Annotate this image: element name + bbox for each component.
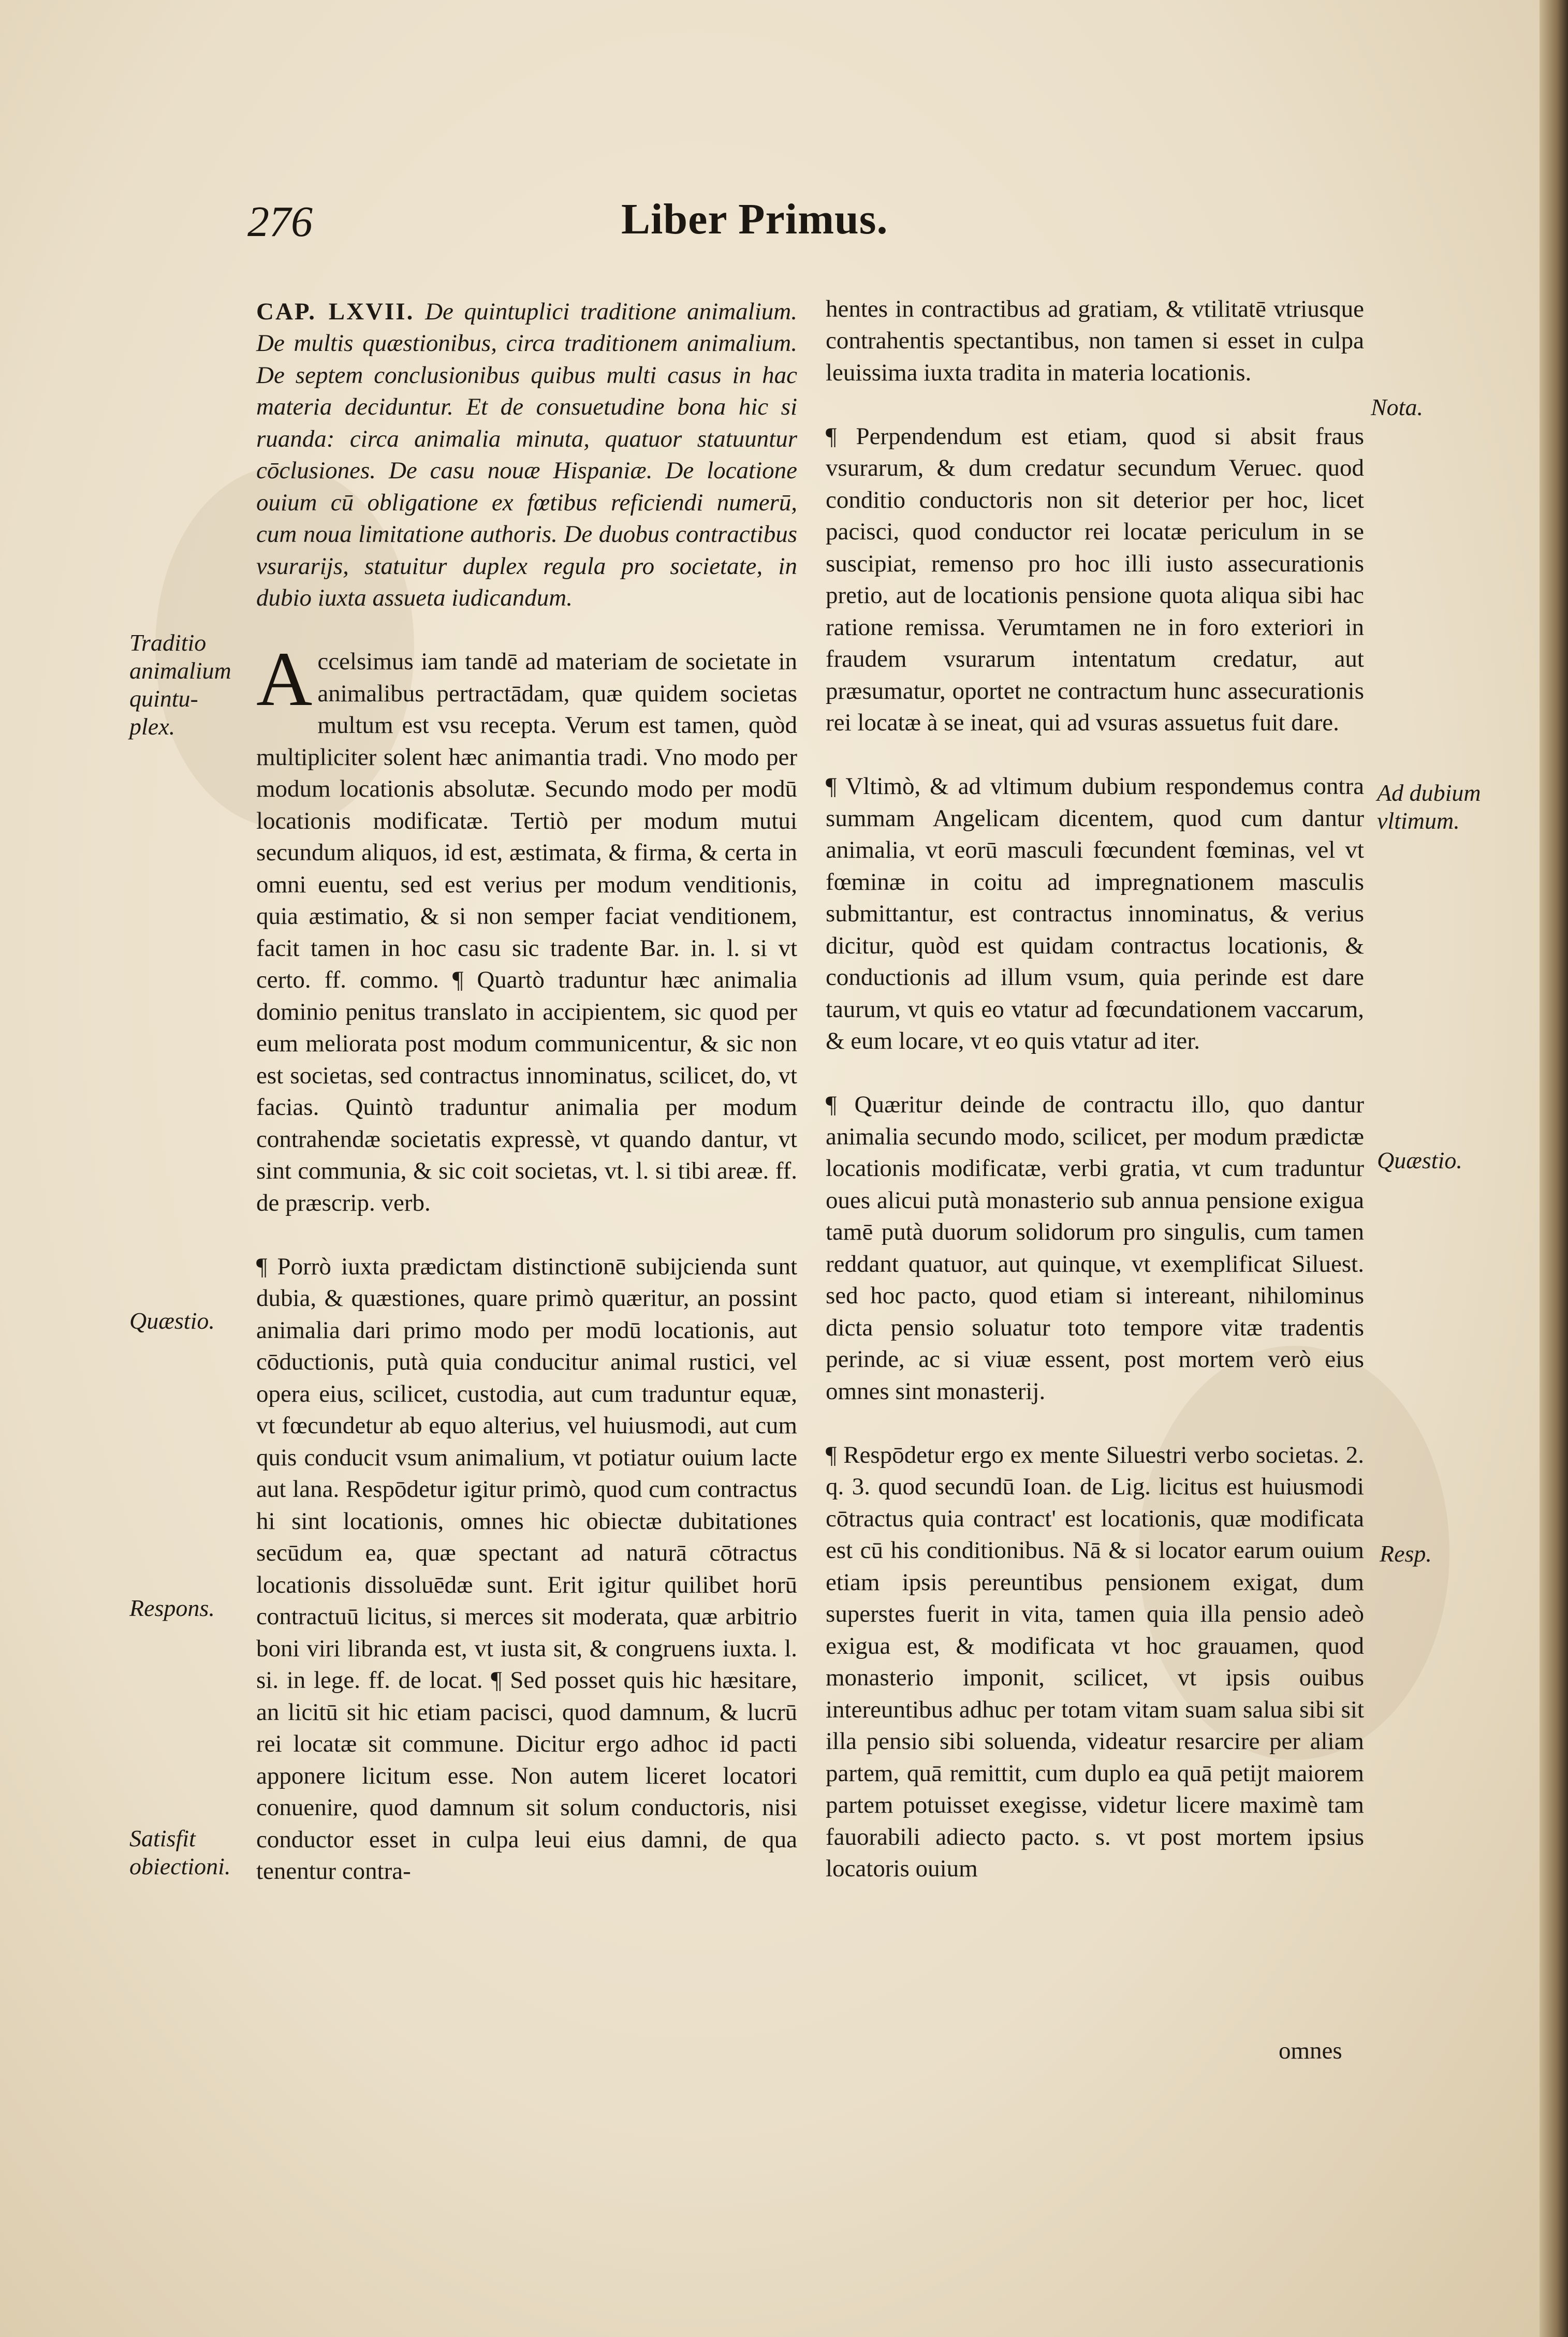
paragraph-text: ccelsimus iam tandē ad materiam de societate in animalibus pertractādam, quæ quidem societas multum est vsu recepta. Verum est tamen, quòd multipliciter solent hæc animantia tradi. Vno modo per modum locationis absolutæ. Secundo modo per modū locationis modificatæ. Tertiò per modum mutui secundum aliquos, id est, æstimata, & firma, & certa in omni euentu, sed est verius per modum venditionis, quia æstimatio, & si non semper faciat venditionem, facit tamen in hoc casu sic tradente Bar. in. l. si vt certo. ff. commo. ¶ Quartò traduntur hæc animalia dominio penitus translato in accipientem, sic quod per eum meliorata post modum communicentur, & sic non est societas, sed contractus innominatus, scilicet, do, vt facias. Quintò traduntur animalia per modum contrahendæ societatis expressè, vt quando dantur, vt sint communia, & sic coit societas, vt. l. si tibi areæ. ff. de præscrip. verb. xyxy=(256,648,797,1216)
drop-cap: A xyxy=(256,636,313,722)
margin-note-respons: Respons. xyxy=(129,1595,215,1621)
margin-note-nota: Nota. xyxy=(1371,394,1423,420)
margin-note-ad-dubium: Ad dubium vltimum. xyxy=(1377,780,1481,834)
margin-note-resp: Resp. xyxy=(1380,1540,1432,1567)
chapter-heading xyxy=(256,296,797,614)
margin-note-traditio: Traditio animalium quintu- plex. xyxy=(129,629,231,740)
catchword: omnes xyxy=(1279,2037,1342,2064)
paragraph: ¶ Quæritur deinde de contractu illo, quo dantur animalia secundo modo, scilicet, per modum prædictæ locationis modificatæ, verbi gratia, vt cum traduntur oues alicui putà monasterio sub annua pensione exigua tamē putà duorum solidorum pro singulis, cum tamen reddant quatuor, aut quinque, vt exemplificat Siluest. sed hoc pacto, quod etiam si intereant, nihilominus dicta pensio soluatur toto tempore vitæ tradentis perinde, ac si viuæ essent, post mortem verò eius omnes sint monasterij. xyxy=(826,1091,1364,1405)
paragraph: ¶ Vltimò, & ad vltimum dubium respondemus contra summam Angelicam dicentem, quod cum dantur animalia, vt eorū masculi fœcundent fœminas, vel vt fœminæ in coitu ad impregnationem masculis submittantur, est contractus innominatus, & verius dicitur, quòd est quidam contractus locationis, & conductionis ad illum vsum, quia perinde est dare taurum, vt quis eo vtatur ad fœcundationem vaccarum, & eum locare, vt eo quis vtatur ad iter. xyxy=(826,773,1364,1054)
book-spine xyxy=(1540,0,1568,2337)
running-head: Liber Primus. xyxy=(621,195,888,243)
paragraph: ¶ Porrò iuxta prædictam distinctionē subijcienda sunt dubia, & quæstiones, quare primò quæritur, an possint animalia dari primo modo per modū locationis, aut cōductionis, putà quia conducitur animal rustici, vel opera eius, scilicet, custodia, aut cum traduntur equæ, vt fœcundetur ab equo alterius, vel huiusmodi, aut cum quis conducit vsum animalium, vt potiatur ouium lacte aut lana. Respōdetur igitur primò, quod cum contractus hi sint locationis, omnes hic obiectæ dubitationes secūdum ea, quæ spectant ad naturā cōtractus locationis dissoluēdæ sunt. Erit igitur quilibet horū contractuū licitus, si merces sit moderata, quæ arbitrio boni viri libranda est, vt iusta sit, & congruens iuxta. l. si. in lege. ff. de locat. ¶ Sed posset quis hic hæsitare, an licitū sit hic etiam pacisci, quod damnum, & lucrū rei locatæ sit commune. Dicitur ergo adhoc id pacti apponere licitum esse. Non autem liceret locatori conuenire, quod damnum sit solum conductoris, nisi conductor esset in culpa leui eius damni, de qua tenentur contra- xyxy=(256,1253,797,1885)
page-number: 276 xyxy=(247,198,313,246)
paragraph: ¶ Perpendendum est etiam, quod si absit fraus vsurarum, & dum credatur secundum Veruec. quod conditio conductoris non sit deterior per hoc, licet pacisci, quod conductor rei locatæ periculum in se suscipiat, remenso pro hoc illi iusto assecurationis pretio, aut de locationis pensione quota aliqua sibi hac ratione remissa. Verumtamen ne in foro exteriori in fraudem vsurarum intentatum credatur, aut præsumatur, oportet ne contractum hunc assecurationis rei locatæ à se ineat, qui ad vsuras assuetus fuit dare. xyxy=(826,422,1364,736)
margin-note-quaestio-left: Quæstio. xyxy=(129,1307,215,1334)
margin-note-quaestio-right: Quæstio. xyxy=(1377,1147,1462,1173)
left-column xyxy=(256,264,797,1919)
right-column xyxy=(826,261,1364,1917)
margin-note-satisfit: Satisfit obiectioni. xyxy=(129,1825,231,1879)
chapter-label: CAP. LXVII. xyxy=(256,298,415,325)
chapter-summary: De quintuplici traditione animalium. De multis quæstionibus, circa traditionem animalium. De septem conclusionibus quibus multi casus in hac materia deciduntur. Et de consuetudine bona hic si ruanda: circa animalia minuta, quatuor statuuntur cōclusiones. De casu nouæ Hispaniæ. De locatione ouium cū obligatione ex fœtibus reficiendi numerū, cum noua limitatione authoris. De duobus contractibus vsurarijs, statuitur duplex regula pro societate, in dubio iuxta assueta iudicandum. xyxy=(256,298,797,611)
paragraph: ¶ Respōdetur ergo ex mente Siluestri verbo societas. 2. q. 3. quod secundū Ioan. de Lig. licitus est huiusmodi cōtractus quia contract' est locationis, quæ modificata est cū his conditionibus. Nā & si locator earum ouium etiam ipsis pereuntibus pensionem exigat, dum superstes fuerit in vita, tamen quia illa pensio adeò exigua est, & modificata vt hoc grauamen, quod monasterio imponit, scilicet, vt ipsis ouibus intereuntibus adhuc per totam vitam suam salua sibi sit illa pensio sibi soluenda, videatur resarcire per aliam partem, quā remittit, cum duplo ea quā petijt maiorem partem potuisset exegisse, videtur licere maximè tam fauorabili adiecto pacto. s. vt post mortem ipsius locatoris ouium xyxy=(826,1441,1364,1882)
paragraph: hentes in contractibus ad gratiam, & vtilitatē vtriusque contrahentis spectantibus, non tamen si esset in culpa leuissima iuxta tradita in materia locationis. xyxy=(826,295,1364,386)
paragraph xyxy=(256,636,797,1219)
